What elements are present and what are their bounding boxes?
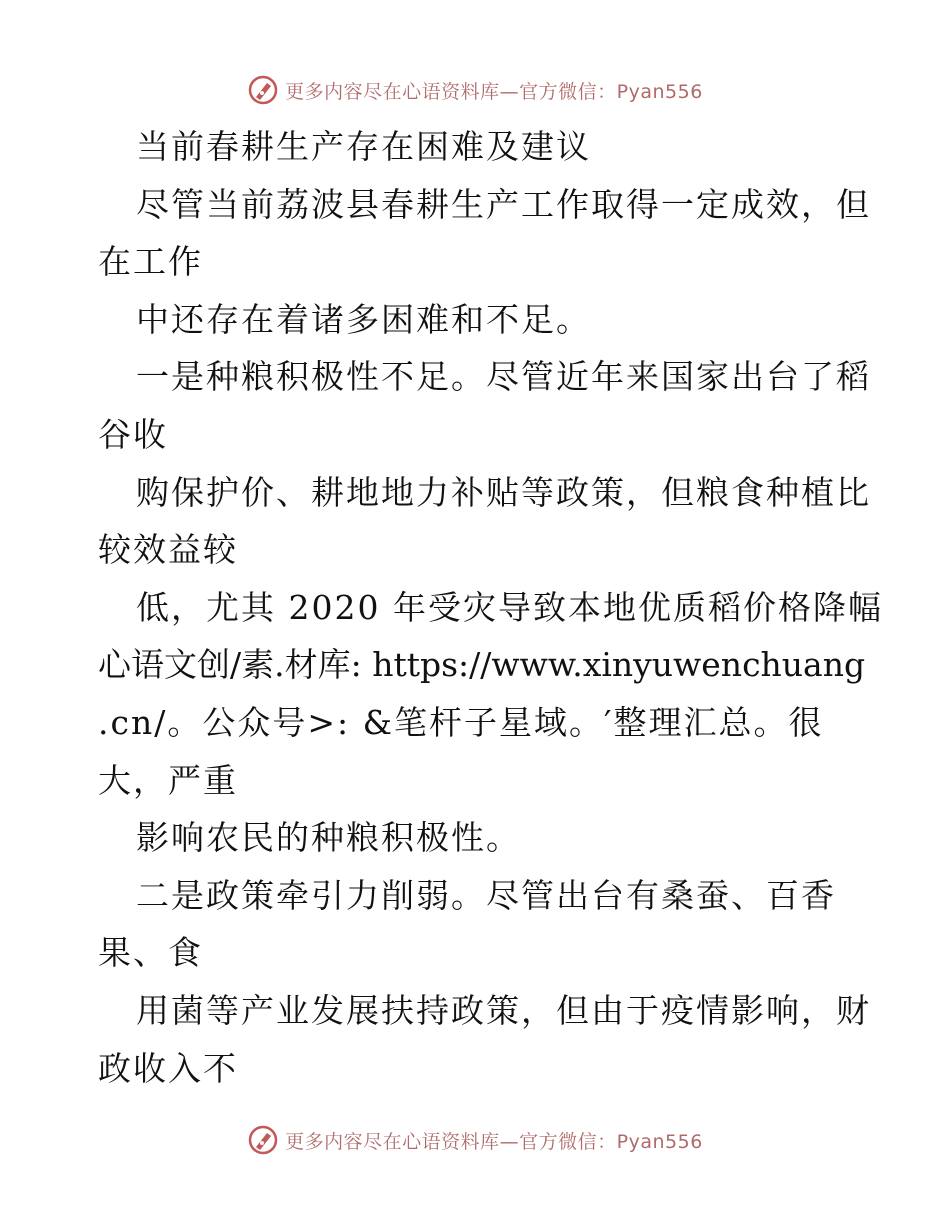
pen-nib-circle-icon (247, 74, 279, 106)
header-watermark (0, 70, 950, 110)
text-line: 中还存在着诸多困难和不足。 (136, 299, 591, 339)
text-line: 低，尤其 2020 年受灾导致本地优质稻价格降幅 (136, 587, 883, 627)
text-line: 尽管当前荔波县春耕生产工作取得一定成效，但 (136, 184, 871, 224)
text-line: 谷收 (98, 414, 168, 454)
text-line: 购保护价、耕地地力补贴等政策，但粮食种植比 (136, 472, 871, 512)
text-line: 用菌等产业发展扶持政策，但由于疫情影响，财 (136, 990, 871, 1030)
source-url-line: 心语文创/素.材库: https://www.xinyuwenchuang (98, 645, 866, 685)
text-line: 政收入不 (98, 1048, 238, 1088)
footer-watermark (0, 1120, 950, 1160)
text-line: 果、食 (98, 933, 203, 973)
watermark-text: 更多内容尽在心语资料库—官方微信：Pyan556 (285, 1130, 703, 1153)
pen-nib-circle-icon (247, 1124, 279, 1156)
text-line: 影响农民的种粮积极性。 (136, 818, 521, 858)
document-title: 当前春耕生产存在困难及建议 (136, 127, 591, 166)
document-body (98, 118, 883, 1097)
text-line: 较效益较 (98, 530, 238, 570)
text-line: 大，严重 (98, 760, 238, 800)
watermark-text: 更多内容尽在心语资料库—官方微信：Pyan556 (285, 80, 703, 103)
text-line: 一是种粮积极性不足。尽管近年来国家出台了稻 (136, 357, 871, 397)
text-line: 在工作 (98, 242, 203, 282)
text-line: .cn/。公众号>: &笔杆子星域。′整理汇总。很 (98, 702, 824, 742)
text-line: 二是政策牵引力削弱。尽管出台有桑蚕、百香 (136, 875, 836, 915)
